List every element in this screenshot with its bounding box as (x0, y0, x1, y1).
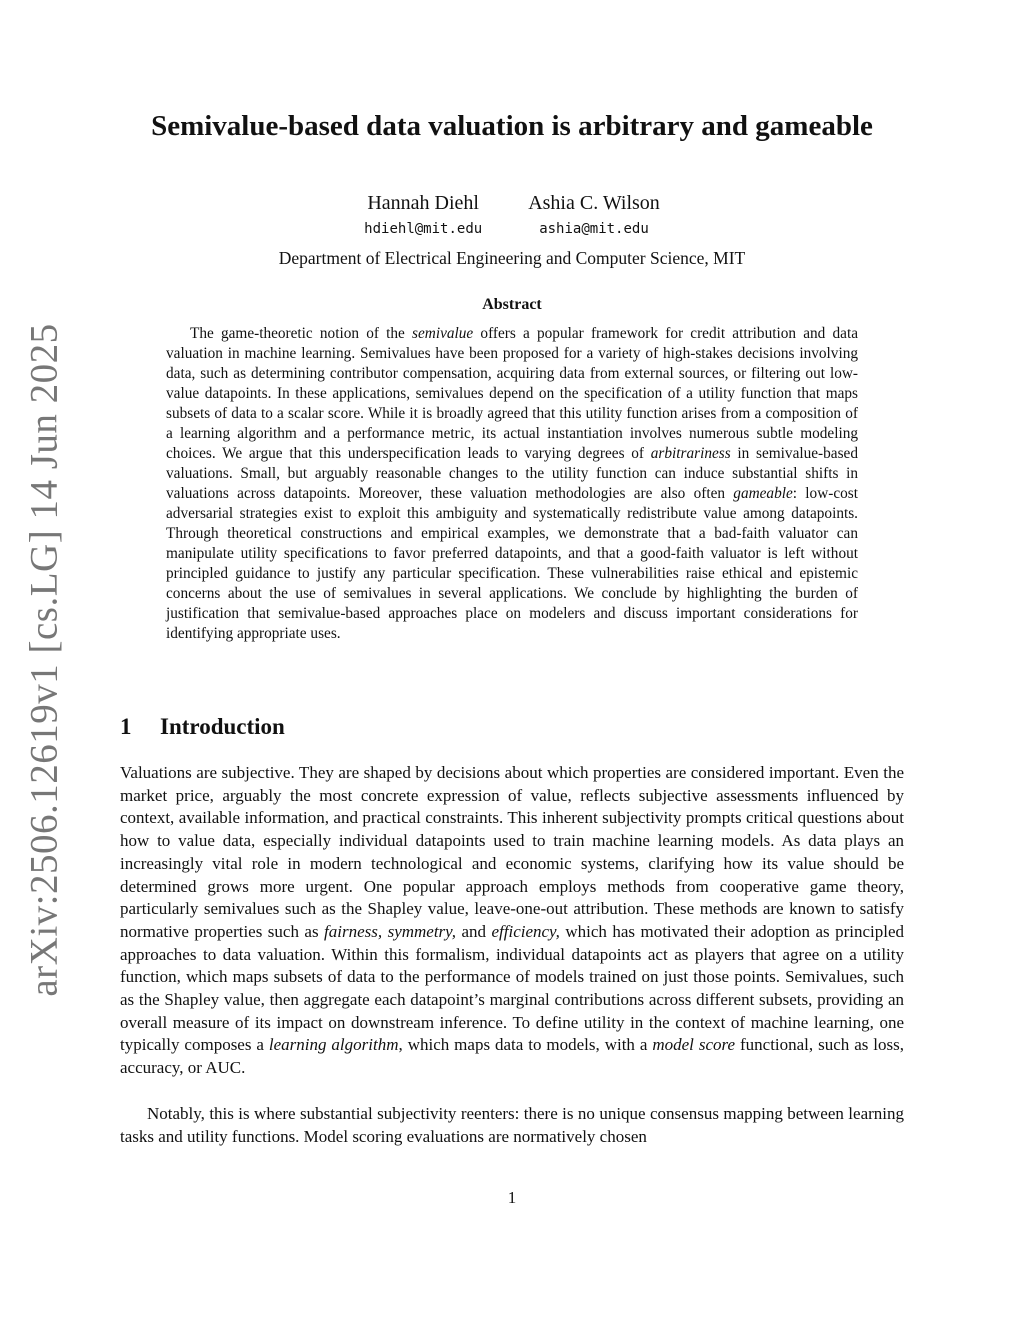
intro-paragraph-2: Notably, this is where substantial subjectivity reenters: there is no unique consensus mapping between learning tasks and utility functions. Model scoring evaluations are normatively chosen (120, 1104, 904, 1146)
paragraph-text: and (456, 921, 492, 941)
section-number: 1 (120, 714, 132, 739)
abstract-emphasis-semivalue: semivalue (412, 325, 474, 342)
arxiv-identifier-stamp[interactable]: arXiv:2506.12619v1 [cs.LG] 14 Jun 2025 (22, 323, 66, 997)
author-block (0, 192, 1024, 237)
paragraph-text: Valuations are subjective. They are shaped by decisions about which properties are considered important. Even the market price, arguably the most concrete expression of value, reflects subjective assessments influenced by context, available information, and practical constraints. This inherent subjectivity prompts critical questions about how to value data, especially individual datapoints used to train machine learning models. As data plays an increasingly vital role in modern technological and economic systems, clarifying how its value should be determined grows more urgent. One popular approach employs methods from cooperative game theory, particularly semivalues such as the Shapley value, leave-one-out attribution. These methods are known to satisfy normative properties such as (120, 763, 904, 941)
author-email-link[interactable]: hdiehl@mit.edu (364, 221, 483, 237)
author-name: Hannah Diehl (367, 192, 479, 214)
abstract-emphasis-arbitrariness: arbitrariness (650, 445, 731, 462)
abstract-emphasis-gameable: gameable (733, 485, 793, 502)
paragraph-text: , which maps data to models, with a (398, 1035, 653, 1055)
author-name: Ashia C. Wilson (528, 192, 660, 214)
paper-title: Semivalue-based data valuation is arbitrary and gameable (151, 110, 873, 142)
abstract-text: offers a popular framework for credit attribution and data valuation in machine learning. Semivalues have been proposed for a variety of high-stakes decisions involving data, such as determining contributor compensation, acquiring data from external sources, or filtering out low-value datapoints. In these applications, semivalues depend on the specification of a utility function that maps subsets of data to a scalar score. While it is broadly agreed that this utility function arises from a composition of a learning algorithm and a performance metric, its actual instantiation involves numerous subtle modeling choices. We argue that this underspecification leads to varying degrees of (166, 325, 858, 462)
abstract-body (166, 324, 858, 644)
emphasis-text: learning algorithm (268, 1035, 399, 1055)
author-email-link[interactable]: ashia@mit.edu (539, 221, 649, 237)
abstract-text: : low-cost adversarial strategies exist to exploit this ambiguity and systematically redistribute value among datapoints. Through theoretical constructions and empirical examples, we demonstrate that a bad-faith valuator can manipulate utility specifications to favor preferred datapoints, and that a good-faith valuator is left without principled guidance to justify any particular specification. These vulnerabilities raise ethical and epistemic concerns about the use of semivalues in several applications. We conclude by highlighting the burden of justification that semivalue-based approaches place on modelers and discuss important considerations for identifying appropriate uses. (166, 485, 858, 642)
section-heading-introduction (120, 714, 285, 740)
emphasis-text: fairness, symmetry, (324, 921, 457, 941)
paragraph-text: which has motivated their adoption as principled approaches to data valuation. Within this formalism, individual datapoints act as players that agree on a utility function, which maps subsets of data to the performance of models trained on just those points. Semivalues, such as the Shapley value, then aggregate each datapoint’s marginal contributions across different subsets, providing an overall measure of its impact on downstream inference. To define utility in the context of machine learning, one typically composes a (120, 921, 905, 1055)
emphasis-text: efficiency, (491, 921, 560, 941)
intro-paragraph-1 (120, 762, 904, 1080)
abstract-heading: Abstract (482, 296, 542, 313)
author-2 (528, 192, 660, 237)
author-1 (364, 192, 482, 237)
emphasis-text: model score (652, 1035, 736, 1055)
abstract-text: in semivalue-based valuations. Small, but arguably reasonable changes to the utility function can induce substantial shifts in valuations across datapoints. Moreover, these valuation methodologies are also often (166, 445, 858, 502)
paragraph-text: functional, such as loss, accuracy, or AUC. (120, 1035, 904, 1078)
section-title: Introduction (160, 714, 285, 739)
abstract-text: The game-theoretic notion of the (190, 325, 413, 342)
page-number: 1 (507, 1188, 517, 1207)
affiliation: Department of Electrical Engineering and Computer Science, MIT (278, 248, 746, 268)
